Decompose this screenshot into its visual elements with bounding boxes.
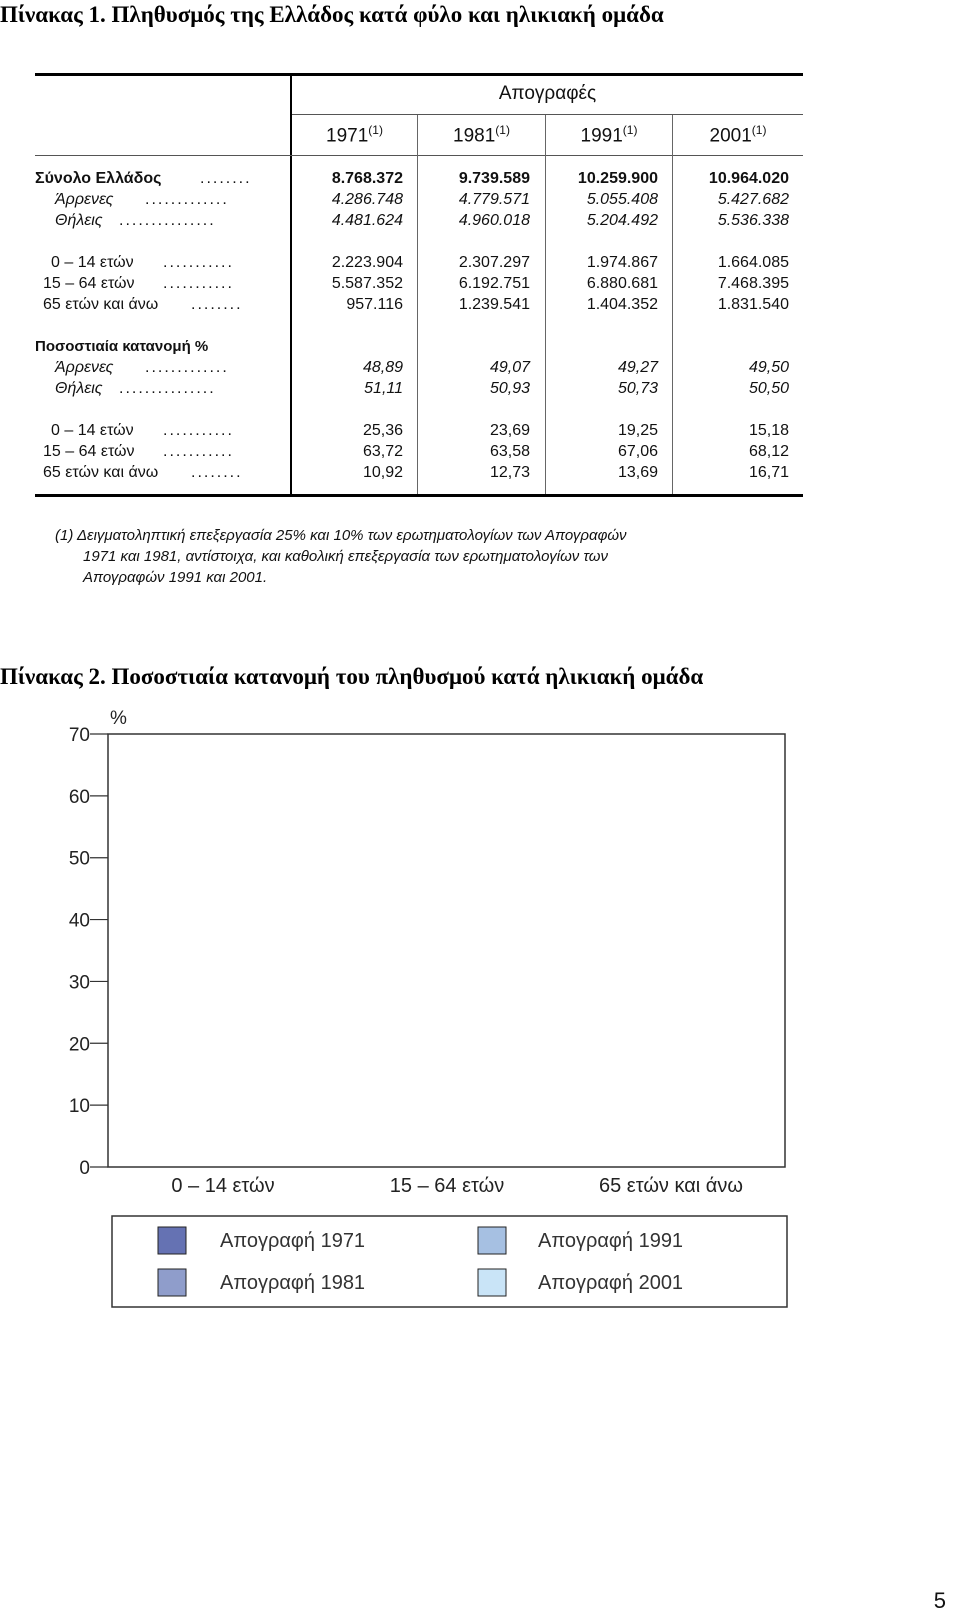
cell-males-1981: 4.779.571	[458, 191, 530, 208]
pct-age-65-plus-1971: 10,92	[362, 464, 403, 481]
col-separator-1	[417, 115, 418, 495]
cell-total-2001: 10.964.020	[708, 170, 789, 187]
leader-dots: ...........	[163, 275, 234, 292]
cell-age-0-14-1971: 2.223.904	[331, 254, 403, 271]
cell-age-65-plus-1981: 1.239.541	[458, 296, 530, 313]
pct-males-1991: 49,27	[617, 359, 658, 376]
footnote-line-1: (1) Δειγματοληπτική επεξεργασία 25% και 10% των ερωτηματολογίων των Απογραφών	[55, 527, 627, 544]
cell-females-2001: 5.536.338	[717, 212, 789, 229]
pct-age-65-plus-1981: 12,73	[489, 464, 530, 481]
legend-label-3: Απογραφή 1991	[538, 1230, 684, 1252]
census-header-rule	[292, 114, 803, 115]
legend-label-2: Απογραφή 1981	[220, 1272, 366, 1294]
y-tick-label-50: 50	[68, 848, 90, 870]
leader-dots: ...........	[163, 422, 234, 439]
row-label-age-65-plus: 65 ετών και άνω	[43, 296, 159, 313]
category-label-3: 65 ετών και άνω	[598, 1175, 744, 1197]
pct-age-0-14-1991: 19,25	[617, 422, 658, 439]
pct-age-0-14-1981: 23,69	[489, 422, 530, 439]
legend-swatch-4	[478, 1269, 506, 1296]
leader-dots: ...............	[119, 380, 216, 397]
footnote-line-2: 1971 και 1981, αντίστοιχα, και καθολική επεξεργασία των ερωτηματολογίων των	[83, 548, 608, 565]
table-top-rule	[35, 73, 803, 76]
y-tick-label-10: 10	[68, 1096, 90, 1118]
legend-label-1: Απογραφή 1971	[220, 1230, 366, 1252]
population-table	[35, 73, 829, 513]
page-number: 5	[933, 1588, 946, 1613]
leader-dots: ...........	[163, 443, 234, 460]
row-label-males: Άρρενες	[55, 191, 114, 208]
year-header-2001: 2001$^{(1)}$	[709, 123, 767, 147]
cell-total-1991: 10.259.900	[577, 170, 658, 187]
pct-age-0-14-1971: 25,36	[362, 422, 403, 439]
cell-age-15-64-1971: 5.587.352	[331, 275, 403, 292]
cell-age-0-14-1981: 2.307.297	[458, 254, 530, 271]
leader-dots: .............	[145, 191, 229, 208]
row-label-age-0-14: 0 – 14 ετών	[51, 254, 134, 271]
cell-total-1981: 9.739.589	[458, 170, 530, 187]
row-label-females: Θήλεις	[55, 212, 103, 229]
category-label-1: 0 – 14 ετών	[171, 1175, 275, 1197]
pct-age-0-14-2001: 15,18	[748, 422, 789, 439]
cell-males-2001: 5.427.682	[717, 191, 789, 208]
leader-dots: ........	[200, 170, 252, 187]
cell-females-1981: 4.960.018	[458, 212, 530, 229]
year-header-1981: 1981$^{(1)}$	[453, 123, 510, 147]
table2-title: Πίνακας 2. Ποσοστιαία κατανομή του πληθυσμού κατά ηλικιακή ομάδα	[0, 664, 704, 689]
pct-row-label-age-65-plus: 65 ετών και άνω	[43, 464, 159, 481]
cell-age-65-plus-1971: 957.116	[346, 296, 403, 313]
pct-row-label-age-15-64: 15 – 64 ετών	[43, 443, 135, 460]
pct-males-2001: 49,50	[748, 359, 789, 376]
pct-age-15-64-1981: 63,58	[489, 443, 530, 460]
cell-age-15-64-1981: 6.192.751	[458, 275, 530, 292]
y-tick-label-0: 0	[79, 1158, 90, 1179]
pct-age-15-64-1971: 63,72	[362, 443, 403, 460]
row-label-total: Σύνολο Ελλάδος	[35, 170, 162, 187]
chart-legend	[112, 1216, 787, 1307]
cell-age-65-plus-1991: 1.404.352	[586, 296, 658, 313]
pct-age-15-64-2001: 68,12	[748, 443, 789, 460]
row-label-age-15-64: 15 – 64 ετών	[43, 275, 135, 292]
y-tick-label-60: 60	[68, 786, 90, 808]
pct-age-65-plus-2001: 16,71	[748, 464, 789, 481]
y-tick-label-40: 40	[68, 910, 90, 932]
year-header-rule	[35, 155, 803, 156]
y-axis-label: %	[110, 708, 127, 729]
age-distribution-chart	[0, 700, 960, 1360]
cell-age-65-plus-2001: 1.831.540	[717, 296, 789, 313]
cell-females-1991: 5.204.492	[586, 212, 658, 229]
table1-title: Πίνακας 1. Πληθυσμός της Ελλάδος κατά φύλο και ηλικιακή ομάδα	[0, 2, 664, 27]
col-separator-2	[545, 115, 546, 495]
legend-label-4: Απογραφή 2001	[538, 1272, 684, 1294]
cell-age-15-64-2001: 7.468.395	[717, 275, 789, 292]
y-tick-label-20: 20	[68, 1034, 90, 1056]
category-label-2: 15 – 64 ετών	[389, 1175, 505, 1197]
leader-dots: ........	[191, 296, 243, 313]
pct-row-label-age-0-14: 0 – 14 ετών	[51, 422, 134, 439]
legend-swatch-3	[478, 1227, 506, 1254]
census-header: Απογραφές	[498, 83, 597, 104]
leader-dots: ...............	[119, 212, 216, 229]
legend-swatch-2	[158, 1269, 186, 1296]
leader-dots: ...........	[163, 254, 234, 271]
year-header-1991: 1991$^{(1)}$	[580, 123, 638, 147]
table-footnote	[55, 525, 815, 588]
table-bottom-rule	[35, 494, 803, 497]
pct-section-header: Ποσοστιαία κατανομή %	[35, 338, 209, 355]
pct-females-2001: 50,50	[748, 380, 789, 397]
legend-swatch-1	[158, 1227, 186, 1254]
pct-females-1991: 50,73	[617, 380, 658, 397]
legend-box	[112, 1216, 787, 1307]
cell-males-1971: 4.286.748	[331, 191, 403, 208]
pct-row-label-males: Άρρενες	[55, 359, 114, 376]
pct-row-label-females: Θήλεις	[55, 380, 103, 397]
y-tick-label-30: 30	[68, 972, 90, 994]
cell-age-0-14-2001: 1.664.085	[717, 254, 789, 271]
chart-axes	[69, 708, 785, 1197]
plot-frame	[108, 734, 785, 1167]
cell-males-1991: 5.055.408	[586, 191, 658, 208]
cell-age-0-14-1991: 1.974.867	[586, 254, 658, 271]
pct-age-15-64-1991: 67,06	[617, 443, 658, 460]
cell-age-15-64-1991: 6.880.681	[586, 275, 658, 292]
footnote-line-3: Απογραφών 1991 και 2001.	[83, 569, 268, 586]
cell-females-1971: 4.481.624	[331, 212, 403, 229]
pct-males-1971: 48,89	[362, 359, 403, 376]
pct-females-1981: 50,93	[489, 380, 530, 397]
pct-males-1981: 49,07	[489, 359, 530, 376]
pct-age-65-plus-1991: 13,69	[617, 464, 658, 481]
leader-dots: ........	[191, 464, 243, 481]
year-header-1971: 1971$^{(1)}$	[326, 123, 383, 147]
col-separator-3	[672, 115, 673, 495]
y-tick-label-70: 70	[68, 725, 90, 746]
leader-dots: .............	[145, 359, 229, 376]
pct-females-1971: 51,11	[364, 380, 403, 397]
cell-total-1971: 8.768.372	[331, 170, 403, 187]
